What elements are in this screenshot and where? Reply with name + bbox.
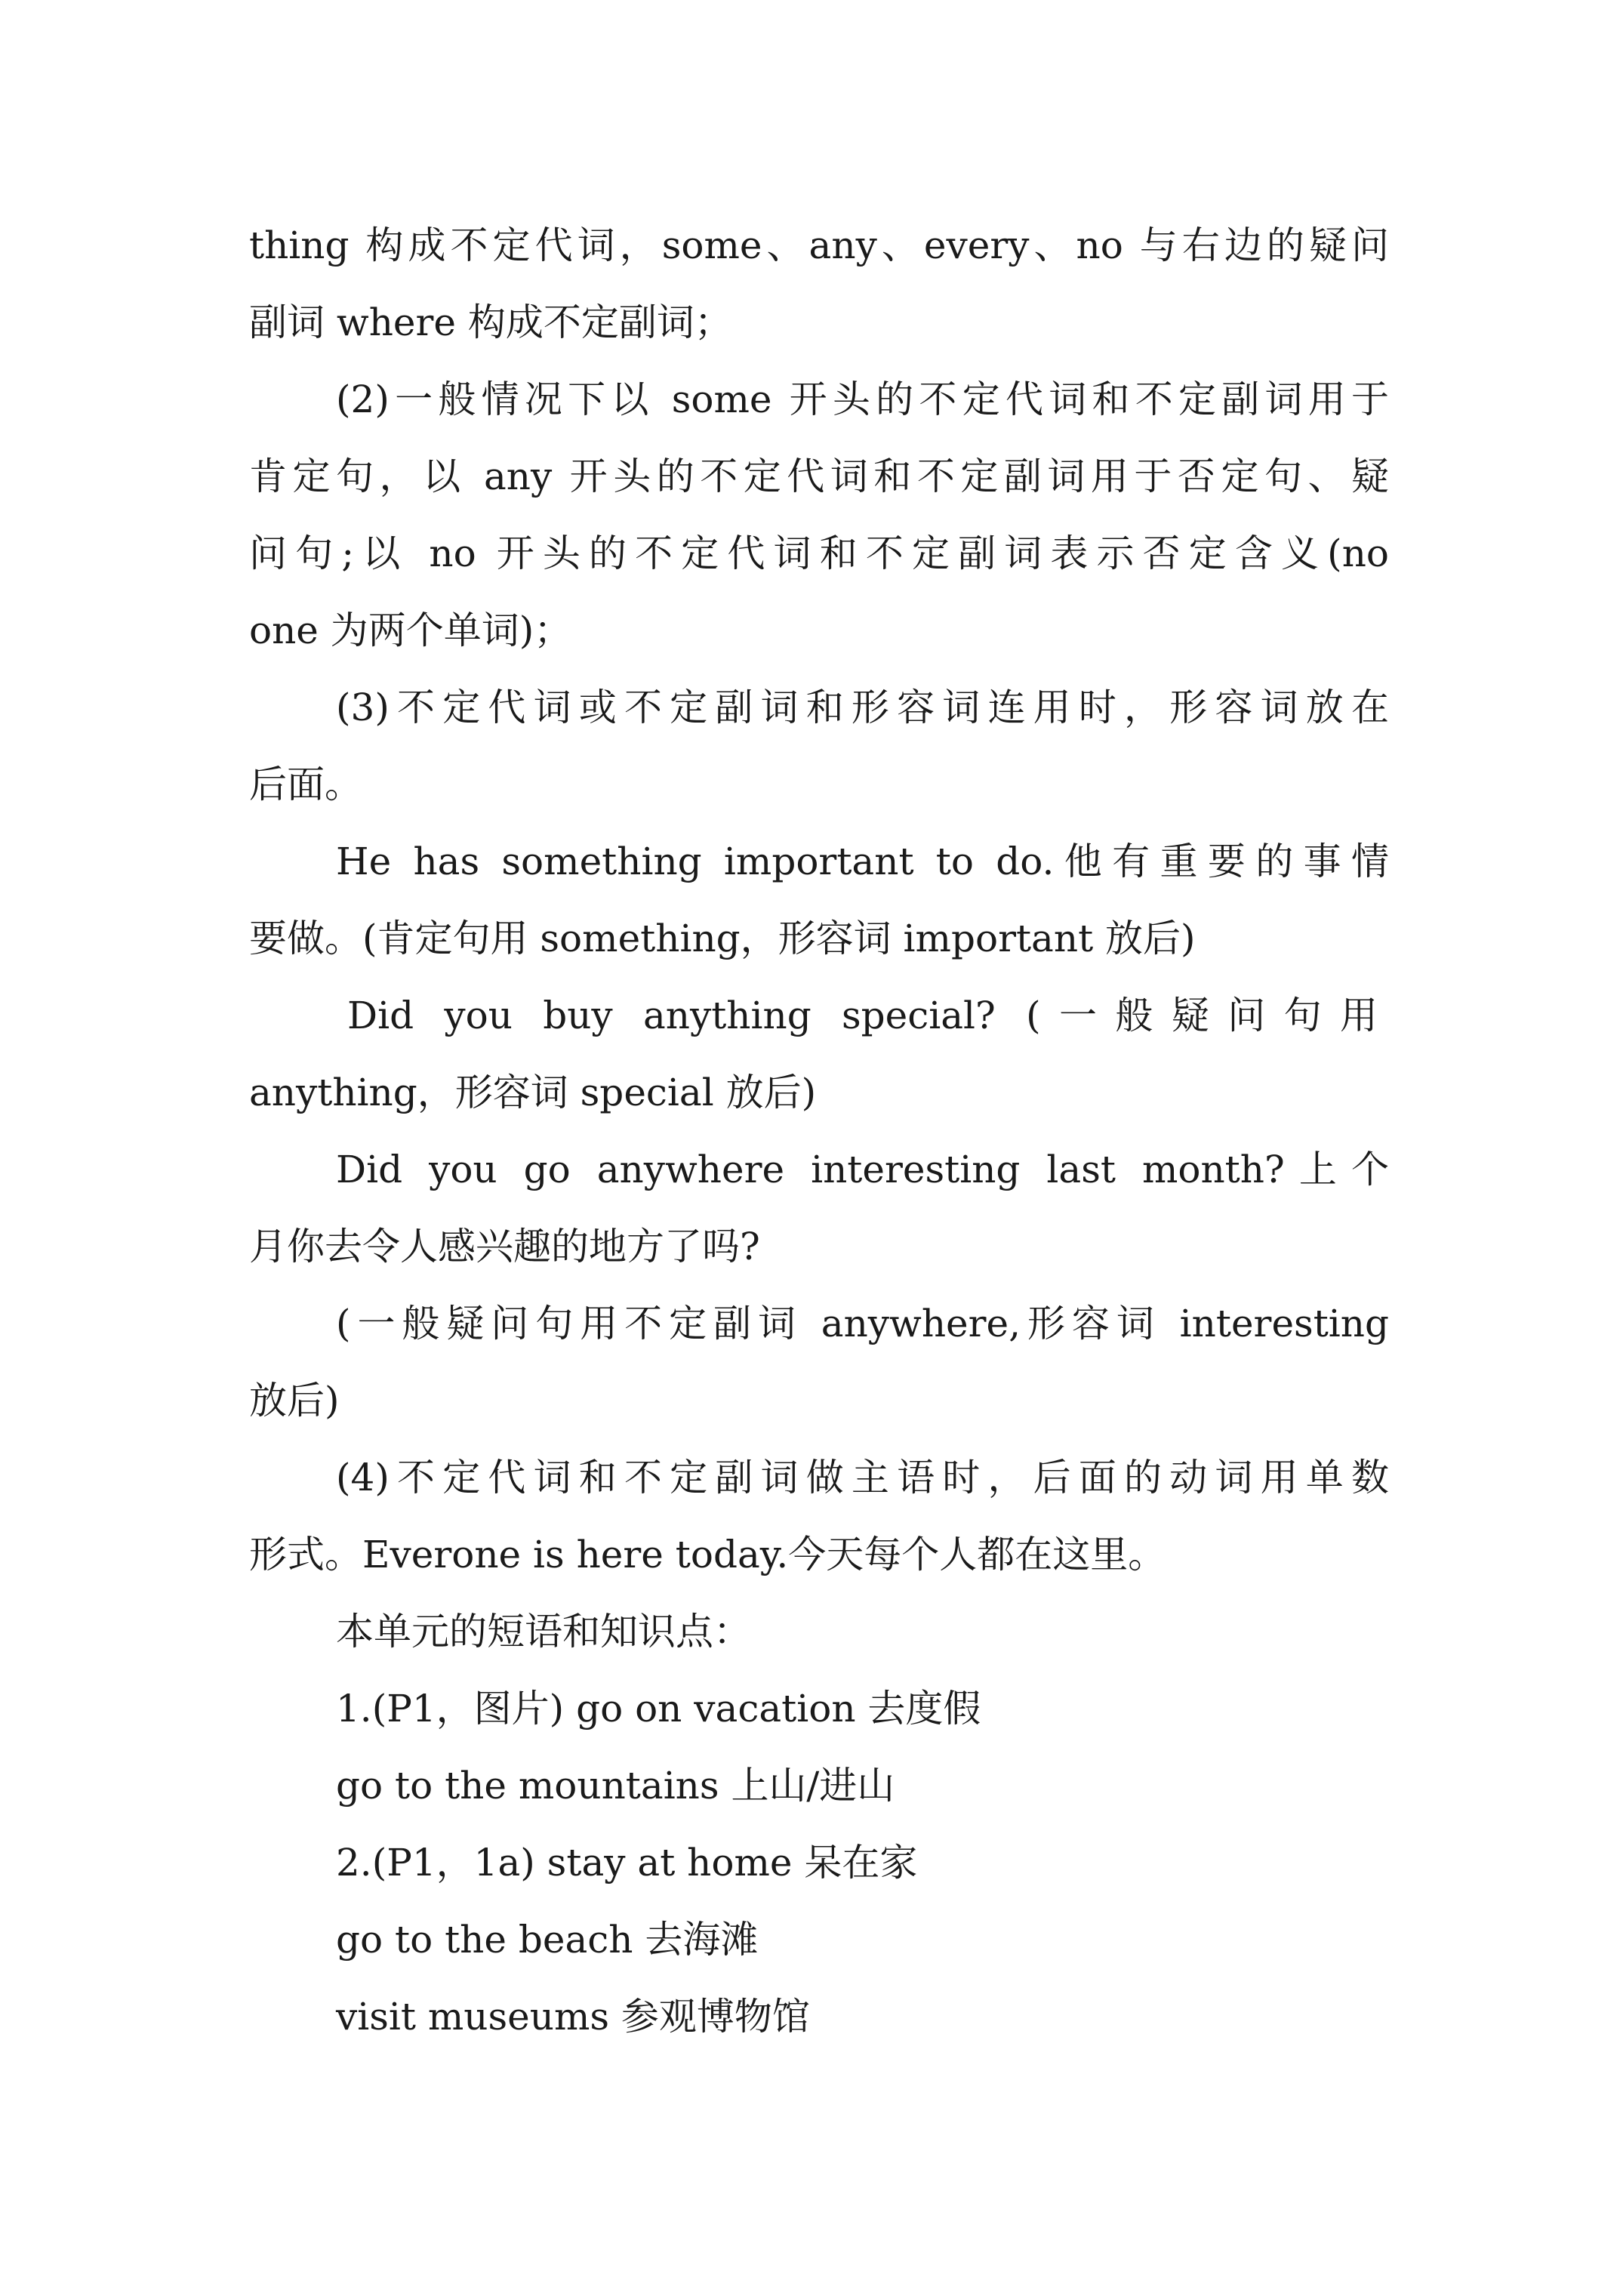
text-line: Did you go anywhere interesting last month?上个 <box>336 1148 1389 1191</box>
text-line: (3)不定代词或不定副词和形容词连用时，形容词放在 <box>336 686 1389 729</box>
text-line: 形式。Everone is here today.今天每个人都在这里。 <box>249 1533 1166 1576</box>
text-line: 要做。(肯定句用 something，形容词 important 放后) <box>249 917 1196 960</box>
text-line: He has something important to do.他有重要的事情 <box>336 840 1389 883</box>
text-line: thing 构成不定代词，some、any、every、no 与右边的疑问 <box>249 223 1389 267</box>
text-line: anything，形容词 special 放后) <box>249 1071 817 1114</box>
text-line: (2)一般情况下以 some 开头的不定代词和不定副词用于 <box>336 378 1389 421</box>
text-line: Did you buy anything special? (一般疑问句用 <box>347 994 1378 1037</box>
text-line: 放后) <box>249 1379 340 1422</box>
text-line: 本单元的短语和知识点： <box>336 1610 751 1653</box>
text-line: one 为两个单词)； <box>249 609 572 652</box>
text-line: 月你去令人感兴趣的地方了吗? <box>249 1225 760 1268</box>
text-line: 后面。 <box>249 763 362 806</box>
text-line: 1.(P1，图片) go on vacation 去度假 <box>336 1687 981 1730</box>
text-line: 副词 where 构成不定副词； <box>249 300 732 344</box>
text-line: (4)不定代词和不定副词做主语时，后面的动词用单数 <box>336 1456 1389 1499</box>
text-line: go to the beach 去海滩 <box>336 1918 759 1962</box>
text-line: (一般疑问句用不定副词 anywhere,形容词 interesting <box>336 1302 1389 1345</box>
text-line: 肯定句，以 any 开头的不定代词和不定副词用于否定句、疑 <box>249 455 1389 498</box>
text-line: visit museums 参观博物馆 <box>336 1995 810 2039</box>
text-line: 2.(P1，1a) stay at home 呆在家 <box>336 1841 918 1885</box>
text-line: go to the mountains 上山/进山 <box>336 1764 895 1808</box>
text-line: 问句;以 no 开头的不定代词和不定副词表示否定含义(no <box>249 532 1389 575</box>
